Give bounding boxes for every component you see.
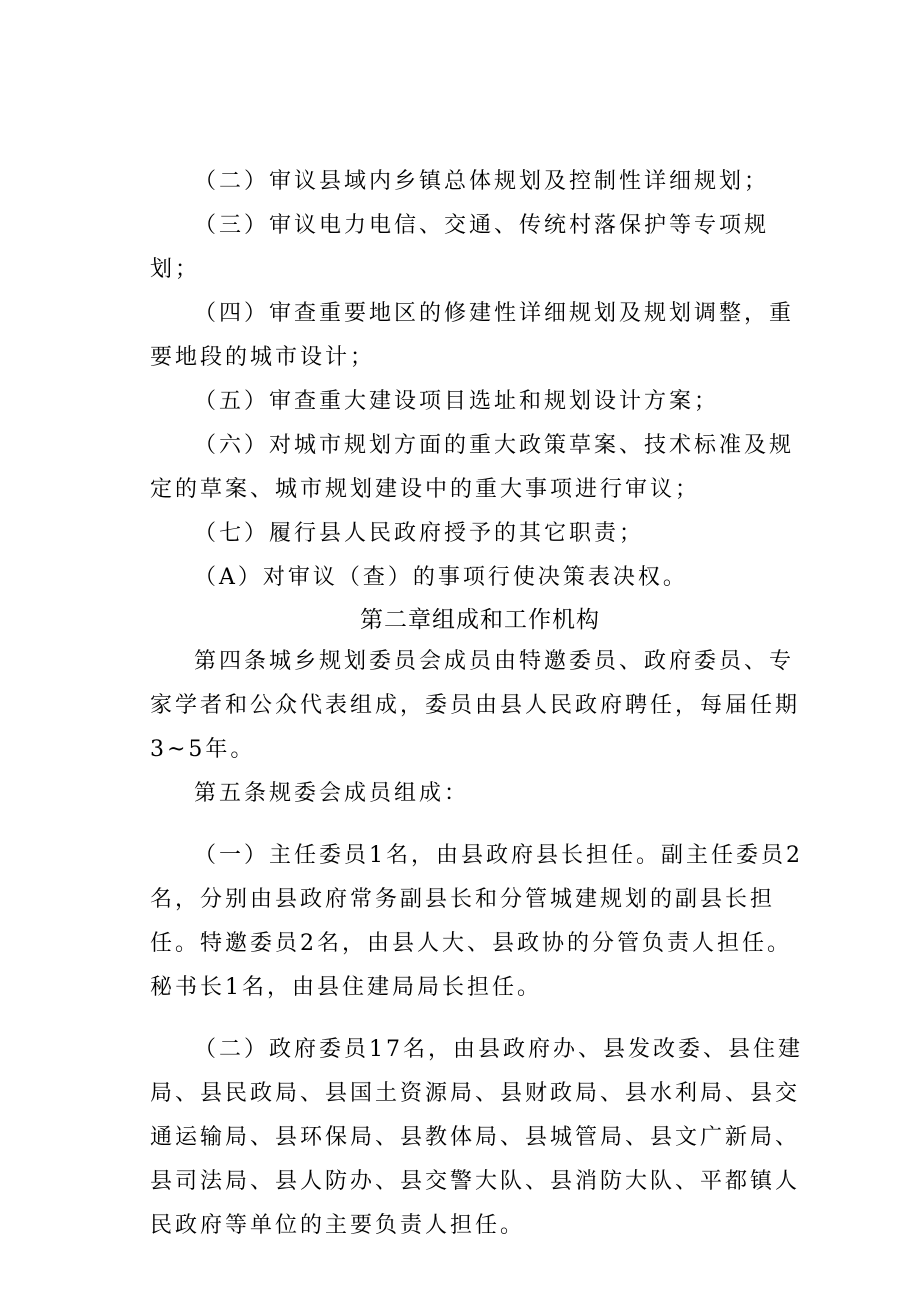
item-review-project-siting: （五）审查重大建设项目选址和规划设计方案； [194, 389, 720, 414]
document-body [150, 160, 810, 1248]
item-other-duties: （七）履行县人民政府授予的其它职责； [194, 521, 645, 546]
item-review-policy-drafts: （六）对城市规划方面的重大政策草案、技术标准及规定的草案、城市规划建设中的重大事项进行审议； [150, 433, 795, 502]
item-review-township-plans: （二）审议县域内乡镇总体规划及控制性详细规划； [194, 169, 770, 194]
article-four: 第四条城乡规划委员会成员由特邀委员、政府委员、专家学者和公众代表组成，委员由县人民政府聘任，每届任期3~5年。 [150, 649, 801, 762]
item-review-special-plans: （三）审议电力电信、交通、传统村落保护等专项规划； [150, 213, 770, 282]
article-five: 第五条规委会成员组成： [194, 781, 470, 806]
article-five-item-two: （二）政府委员17名，由县政府办、县发改委、县住建局、县民政局、县国土资源局、县财政局、县水利局、县交通运输局、县环保局、县教体局、县城管局、县文广新局、县司法局、县人防办、县交警大队、县消防大队、平都镇人民政府等单位的主要负责人担任。 [150, 1037, 803, 1238]
article-five-item-one: （一）主任委员1名，由县政府县长担任。副主任委员2名，分别由县政府常务副县长和分管城建规划的副县长担任。特邀委员2名，由县人大、县政协的分管负责人担任。秘书长1名，由县住建局局长担任。 [150, 843, 803, 1000]
item-voting-rights: （A）对审议（查）的事项行使决策表决权。 [194, 565, 688, 590]
chapter-heading: 第二章组成和工作机构 [360, 607, 600, 633]
item-review-detailed-plans: （四）审查重要地区的修建性详细规划及规划调整，重要地段的城市设计； [150, 301, 795, 370]
